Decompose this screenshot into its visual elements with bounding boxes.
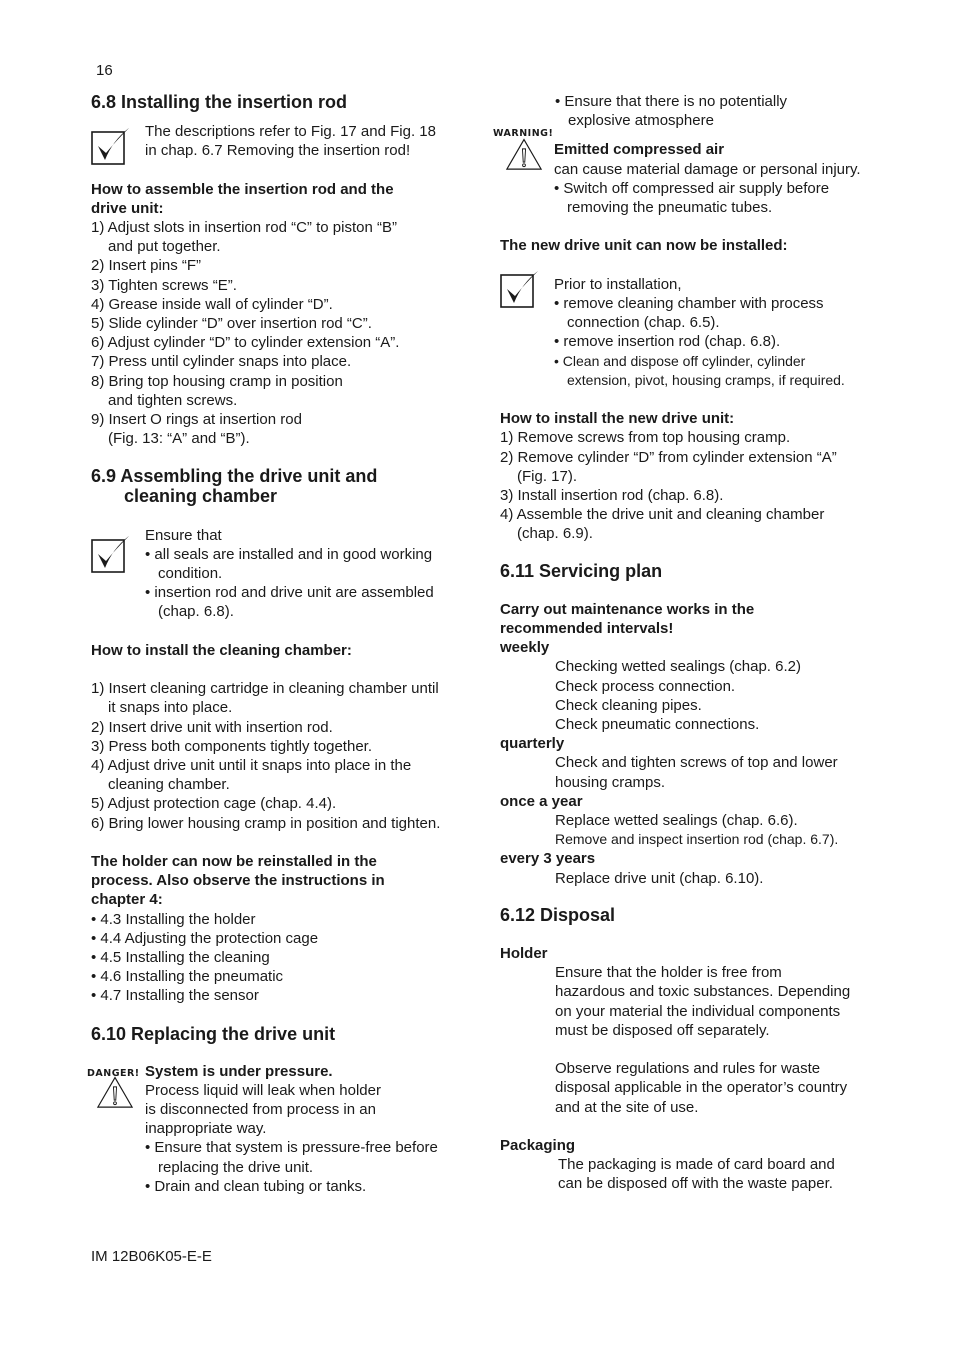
disposal-text: Observe regulations and rules for waste — [555, 1060, 821, 1078]
bullet-line: extension, pivot, housing cramps, if required. — [567, 371, 845, 388]
disposal-text: hazardous and toxic substances. Depending — [555, 983, 851, 1001]
interval-item: Check cleaning pipes. — [555, 696, 702, 714]
section-6-10-title: 6.10 Replacing the drive unit — [91, 1023, 336, 1044]
interval-item: Check pneumatic connections. — [555, 716, 760, 734]
subheading: How to install the cleaning chamber: — [91, 641, 352, 659]
bullet-line: removing the pneumatic tubes. — [567, 199, 773, 217]
step-line: and put together. — [108, 238, 221, 256]
note-box — [91, 122, 466, 160]
disposal-text: and at the site of use. — [555, 1098, 699, 1116]
bullet-line: explosive atmosphere — [568, 112, 714, 130]
note-box — [500, 275, 870, 390]
holder-note: chapter 4: — [91, 891, 163, 909]
step-line: 4) Grease inside wall of cylinder “D”. — [91, 295, 333, 313]
chapter-link-item: • 4.6 Installing the pneumatic — [91, 968, 284, 986]
step-line: 2) Remove cylinder “D” from cylinder extension “A” — [500, 448, 837, 466]
subheading: drive unit: — [91, 199, 164, 217]
step-line: (Fig. 17). — [517, 467, 578, 485]
disposal-text: on your material the individual components — [555, 1002, 841, 1020]
subheading: How to install the new drive unit: — [500, 410, 735, 428]
page-number: 16 — [96, 62, 113, 79]
note-line: The descriptions refer to Fig. 17 and Fig. 18 — [145, 123, 436, 140]
interval-item: Checking wetted sealings (chap. 6.2) — [555, 658, 801, 676]
danger-triangle-icon — [91, 1076, 139, 1118]
disposal-text: disposal applicable in the operator’s country — [555, 1079, 848, 1097]
packaging-text: The packaging is made of card board and — [558, 1156, 835, 1174]
bullet-line: • Ensure that there is no potentially — [555, 93, 788, 110]
step-line: 6) Adjust cylinder “D” to cylinder extension “A”. — [91, 334, 400, 352]
subheading: How to assemble the insertion rod and the — [91, 180, 394, 198]
interval-label: every 3 years — [500, 850, 596, 868]
interval-item: Check and tighten screws of top and lower — [555, 754, 838, 772]
bullet-line: connection (chap. 6.5). — [567, 314, 720, 332]
step-line: (chap. 6.9). — [517, 525, 593, 543]
disposal-text: must be disposed off separately. — [555, 1021, 770, 1039]
step-line: 1) Adjust slots in insertion rod “C” to piston “B” — [91, 219, 397, 236]
step-line: it snaps into place. — [108, 699, 233, 717]
interval-item: Remove and inspect insertion rod (chap. 6.7). — [555, 831, 839, 848]
step-line: 5) Slide cylinder “D” over insertion rod “C”. — [91, 315, 372, 333]
steps-list — [500, 428, 870, 543]
warning-box — [493, 128, 870, 217]
step-line: 6) Bring lower housing cramp in position and tighten. — [91, 814, 441, 832]
bullet-line: • insertion rod and drive unit are assembled — [145, 584, 434, 602]
bullet-line: replacing the drive unit. — [158, 1158, 314, 1176]
note-line: Prior to installation, — [554, 275, 682, 293]
bullet-line: condition. — [158, 565, 223, 583]
packaging-heading: Packaging — [500, 1137, 576, 1155]
step-line: 5) Adjust protection cage (chap. 4.4). — [91, 795, 337, 813]
chapter-link-item: • 4.4 Adjusting the protection cage — [91, 929, 319, 947]
new-unit-heading: The new drive unit can now be installed: — [500, 237, 788, 255]
danger-text: inappropriate way. — [145, 1120, 267, 1138]
step-line: 3) Press both components tightly together. — [91, 737, 372, 755]
warning-heading: Emitted compressed air — [554, 141, 725, 159]
step-line: 1) Remove screws from top housing cramp. — [500, 429, 791, 447]
step-line: 4) Adjust drive unit until it snaps into place in the — [91, 757, 412, 775]
bullet-line: • Ensure that system is pressure-free before — [145, 1139, 438, 1157]
warning-label: WARNING! — [493, 128, 554, 140]
danger-box — [87, 1062, 466, 1196]
servicing-intro: recommended intervals! — [500, 620, 674, 638]
step-line: 2) Insert drive unit with insertion rod. — [91, 718, 333, 736]
servicing-intro: Carry out maintenance works in the — [500, 600, 755, 618]
check-mark-icon — [91, 126, 131, 166]
bullet-line: • Drain and clean tubing or tanks. — [145, 1177, 367, 1195]
disposal-text: Ensure that the holder is free from — [555, 964, 782, 982]
steps-list — [91, 218, 466, 448]
left-column — [87, 92, 466, 1196]
step-line: 3) Tighten screws “E”. — [91, 276, 237, 294]
step-line: 3) Install insertion rod (chap. 6.8). — [500, 487, 724, 505]
danger-text: Process liquid will leak when holder — [145, 1081, 381, 1099]
steps-list — [91, 679, 466, 833]
interval-label: weekly — [500, 639, 550, 657]
chapter-link-item: • 4.7 Installing the sensor — [91, 987, 259, 1005]
warning-text: can cause material damage or personal injury. — [554, 160, 861, 178]
step-line: cleaning chamber. — [108, 776, 230, 794]
note-box — [91, 526, 466, 622]
check-mark-icon — [91, 534, 131, 574]
step-line: 4) Assemble the drive unit and cleaning chamber — [500, 506, 825, 524]
note-line: in chap. 6.7 Removing the insertion rod! — [145, 142, 411, 160]
right-column — [493, 92, 870, 1194]
interval-item: Check process connection. — [555, 677, 736, 695]
section-6-9-title: 6.9 Assembling the drive unit and cleaning chamber — [91, 466, 378, 507]
danger-text: is disconnected from process in an — [145, 1101, 376, 1119]
section-6-8-title: 6.8 Installing the insertion rod — [91, 92, 348, 112]
chapter-link-item: • 4.3 Installing the holder — [91, 910, 256, 928]
step-line: 1) Insert cleaning cartridge in cleaning chamber until — [91, 680, 439, 698]
step-line: and tighten screws. — [108, 391, 238, 409]
danger-label: DANGER! — [87, 1067, 140, 1079]
warning-triangle-icon — [500, 138, 548, 180]
holder-note: process. Also observe the instructions in — [91, 872, 385, 890]
interval-item: Replace drive unit (chap. 6.10). — [555, 869, 764, 887]
step-line: 2) Insert pins “F” — [91, 257, 202, 275]
check-mark-icon — [500, 269, 540, 309]
interval-item: housing cramps. — [555, 773, 666, 791]
section-6-11-title: 6.11 Servicing plan — [500, 560, 663, 581]
bullet-line: • remove cleaning chamber with process — [554, 295, 824, 312]
bullet-line: • remove insertion rod (chap. 6.8). — [554, 333, 781, 351]
step-line: 7) Press until cylinder snaps into place. — [91, 353, 352, 371]
holder-heading: Holder — [500, 945, 548, 963]
step-line: 9) Insert O rings at insertion rod — [91, 411, 302, 429]
holder-note: The holder can now be reinstalled in the — [91, 853, 377, 871]
interval-item: Replace wetted sealings (chap. 6.6). — [555, 812, 798, 830]
step-line: (Fig. 13: “A” and “B”). — [108, 430, 250, 448]
interval-label: once a year — [500, 792, 583, 810]
chapter-link-item: • 4.5 Installing the cleaning — [91, 949, 270, 967]
note-line: Ensure that — [145, 526, 222, 544]
document-id: IM 12B06K05-E-E — [91, 1248, 212, 1265]
bullet-line: • Clean and dispose off cylinder, cylinder — [554, 352, 806, 369]
section-6-12-title: 6.12 Disposal — [500, 904, 616, 925]
danger-heading: System is under pressure. — [145, 1062, 333, 1080]
bullet-line: • all seals are installed and in good working — [145, 545, 433, 563]
packaging-text: can be disposed off with the waste paper. — [558, 1175, 833, 1193]
step-line: 8) Bring top housing cramp in position — [91, 372, 343, 390]
bullet-line: (chap. 6.8). — [158, 603, 234, 621]
bullet-line: • Switch off compressed air supply before — [554, 179, 830, 197]
interval-label: quarterly — [500, 735, 565, 753]
